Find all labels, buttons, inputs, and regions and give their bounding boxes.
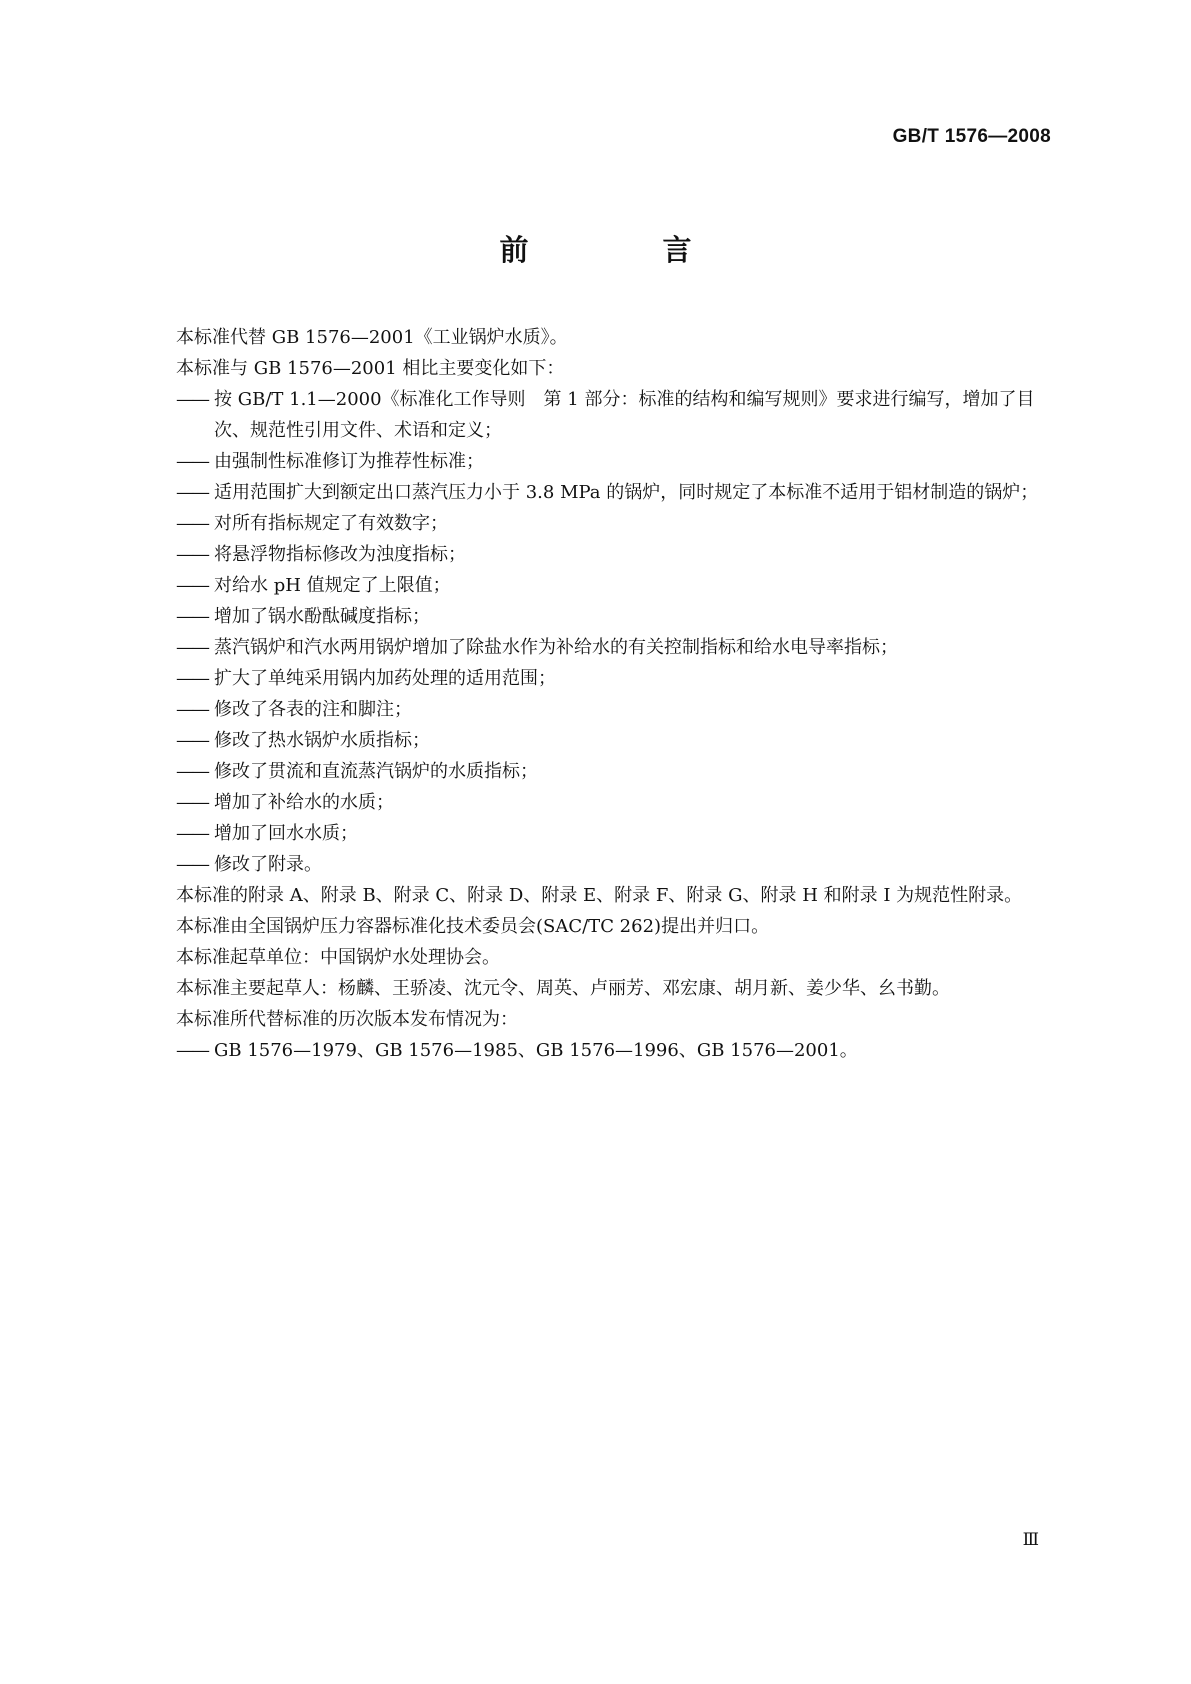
change-text: 修改了贯流和直流蒸汽锅炉的水质指标； [214,761,538,782]
dash-mark: —— [176,482,208,503]
foreword-body [176,322,1054,1066]
change-text: 将悬浮物指标修改为浊度指标； [214,544,466,565]
change-item [176,539,1054,570]
change-text: 修改了热水锅炉水质指标； [214,730,430,751]
change-item [176,632,1054,663]
proposer-statement: 本标准由全国锅炉压力容器标准化技术委员会(SAC/TC 262)提出并归口。 [176,916,770,937]
dash-mark: —— [176,606,208,627]
drafters: 本标准主要起草人：杨麟、王骄凌、沈元令、周英、卢丽芳、邓宏康、胡月新、姜少华、幺书勤。 [176,978,950,999]
dash-mark: —— [176,451,208,472]
change-item [176,446,1054,477]
change-text: 对所有指标规定了有效数字； [214,513,448,534]
change-item [176,570,1054,601]
change-text: 修改了各表的注和脚注； [214,699,412,720]
change-text: 按 GB/T 1.1—2000《标准化工作导则 第 1 部分：标准的结构和编写规则》要求进行编写，增加了目次、规范性引用文件、术语和定义； [214,389,1035,441]
history-text: GB 1576—1979、GB 1576—1985、GB 1576—1996、GB 1576—2001。 [214,1040,858,1061]
change-item [176,477,1054,508]
change-item [176,694,1054,725]
intro-changes: 本标准与 GB 1576—2001 相比主要变化如下： [176,358,565,379]
change-item [176,508,1054,539]
drafting-unit: 本标准起草单位：中国锅炉水处理协会。 [176,947,500,968]
change-item [176,787,1054,818]
change-item [176,818,1054,849]
dash-mark: —— [176,699,208,720]
change-text: 增加了锅水酚酞碱度指标； [214,606,430,627]
dash-mark: —— [176,513,208,534]
dash-mark: —— [176,761,208,782]
dash-mark: —— [176,544,208,565]
change-text: 增加了补给水的水质； [214,792,394,813]
change-item [176,725,1054,756]
change-item [176,663,1054,694]
change-text: 增加了回水水质； [214,823,358,844]
standard-code: GB/T 1576—2008 [892,126,1051,147]
dash-mark: —— [176,730,208,751]
dash-mark: —— [176,1040,208,1061]
history-intro: 本标准所代替标准的历次版本发布情况为： [176,1009,518,1030]
intro-replaces: 本标准代替 GB 1576—2001《工业锅炉水质》。 [176,327,568,348]
change-item [176,601,1054,632]
dash-mark: —— [176,389,208,410]
change-item [176,384,1054,446]
page-title: 前 言 [499,233,754,267]
annex-statement: 本标准的附录 A、附录 B、附录 C、附录 D、附录 E、附录 F、附录 G、附录 H 和附录 I 为规范性附录。 [176,885,1023,906]
change-text: 适用范围扩大到额定出口蒸汽压力小于 3.8 MPa 的锅炉，同时规定了本标准不适用于铝材制造的锅炉； [214,482,1039,503]
change-item [176,849,1054,880]
dash-mark: —— [176,668,208,689]
dash-mark: —— [176,575,208,596]
dash-mark: —— [176,823,208,844]
dash-mark: —— [176,854,208,875]
change-text: 对给水 pH 值规定了上限值； [214,575,451,596]
page-number: Ⅲ [1022,1530,1039,1550]
dash-mark: —— [176,637,208,658]
history-item [176,1035,1054,1066]
change-text: 修改了附录。 [214,854,322,875]
change-text: 扩大了单纯采用锅内加药处理的适用范围； [214,668,556,689]
change-item [176,756,1054,787]
dash-mark: —— [176,792,208,813]
change-text: 蒸汽锅炉和汽水两用锅炉增加了除盐水作为补给水的有关控制指标和给水电导率指标； [214,637,898,658]
change-text: 由强制性标准修订为推荐性标准； [214,451,484,472]
